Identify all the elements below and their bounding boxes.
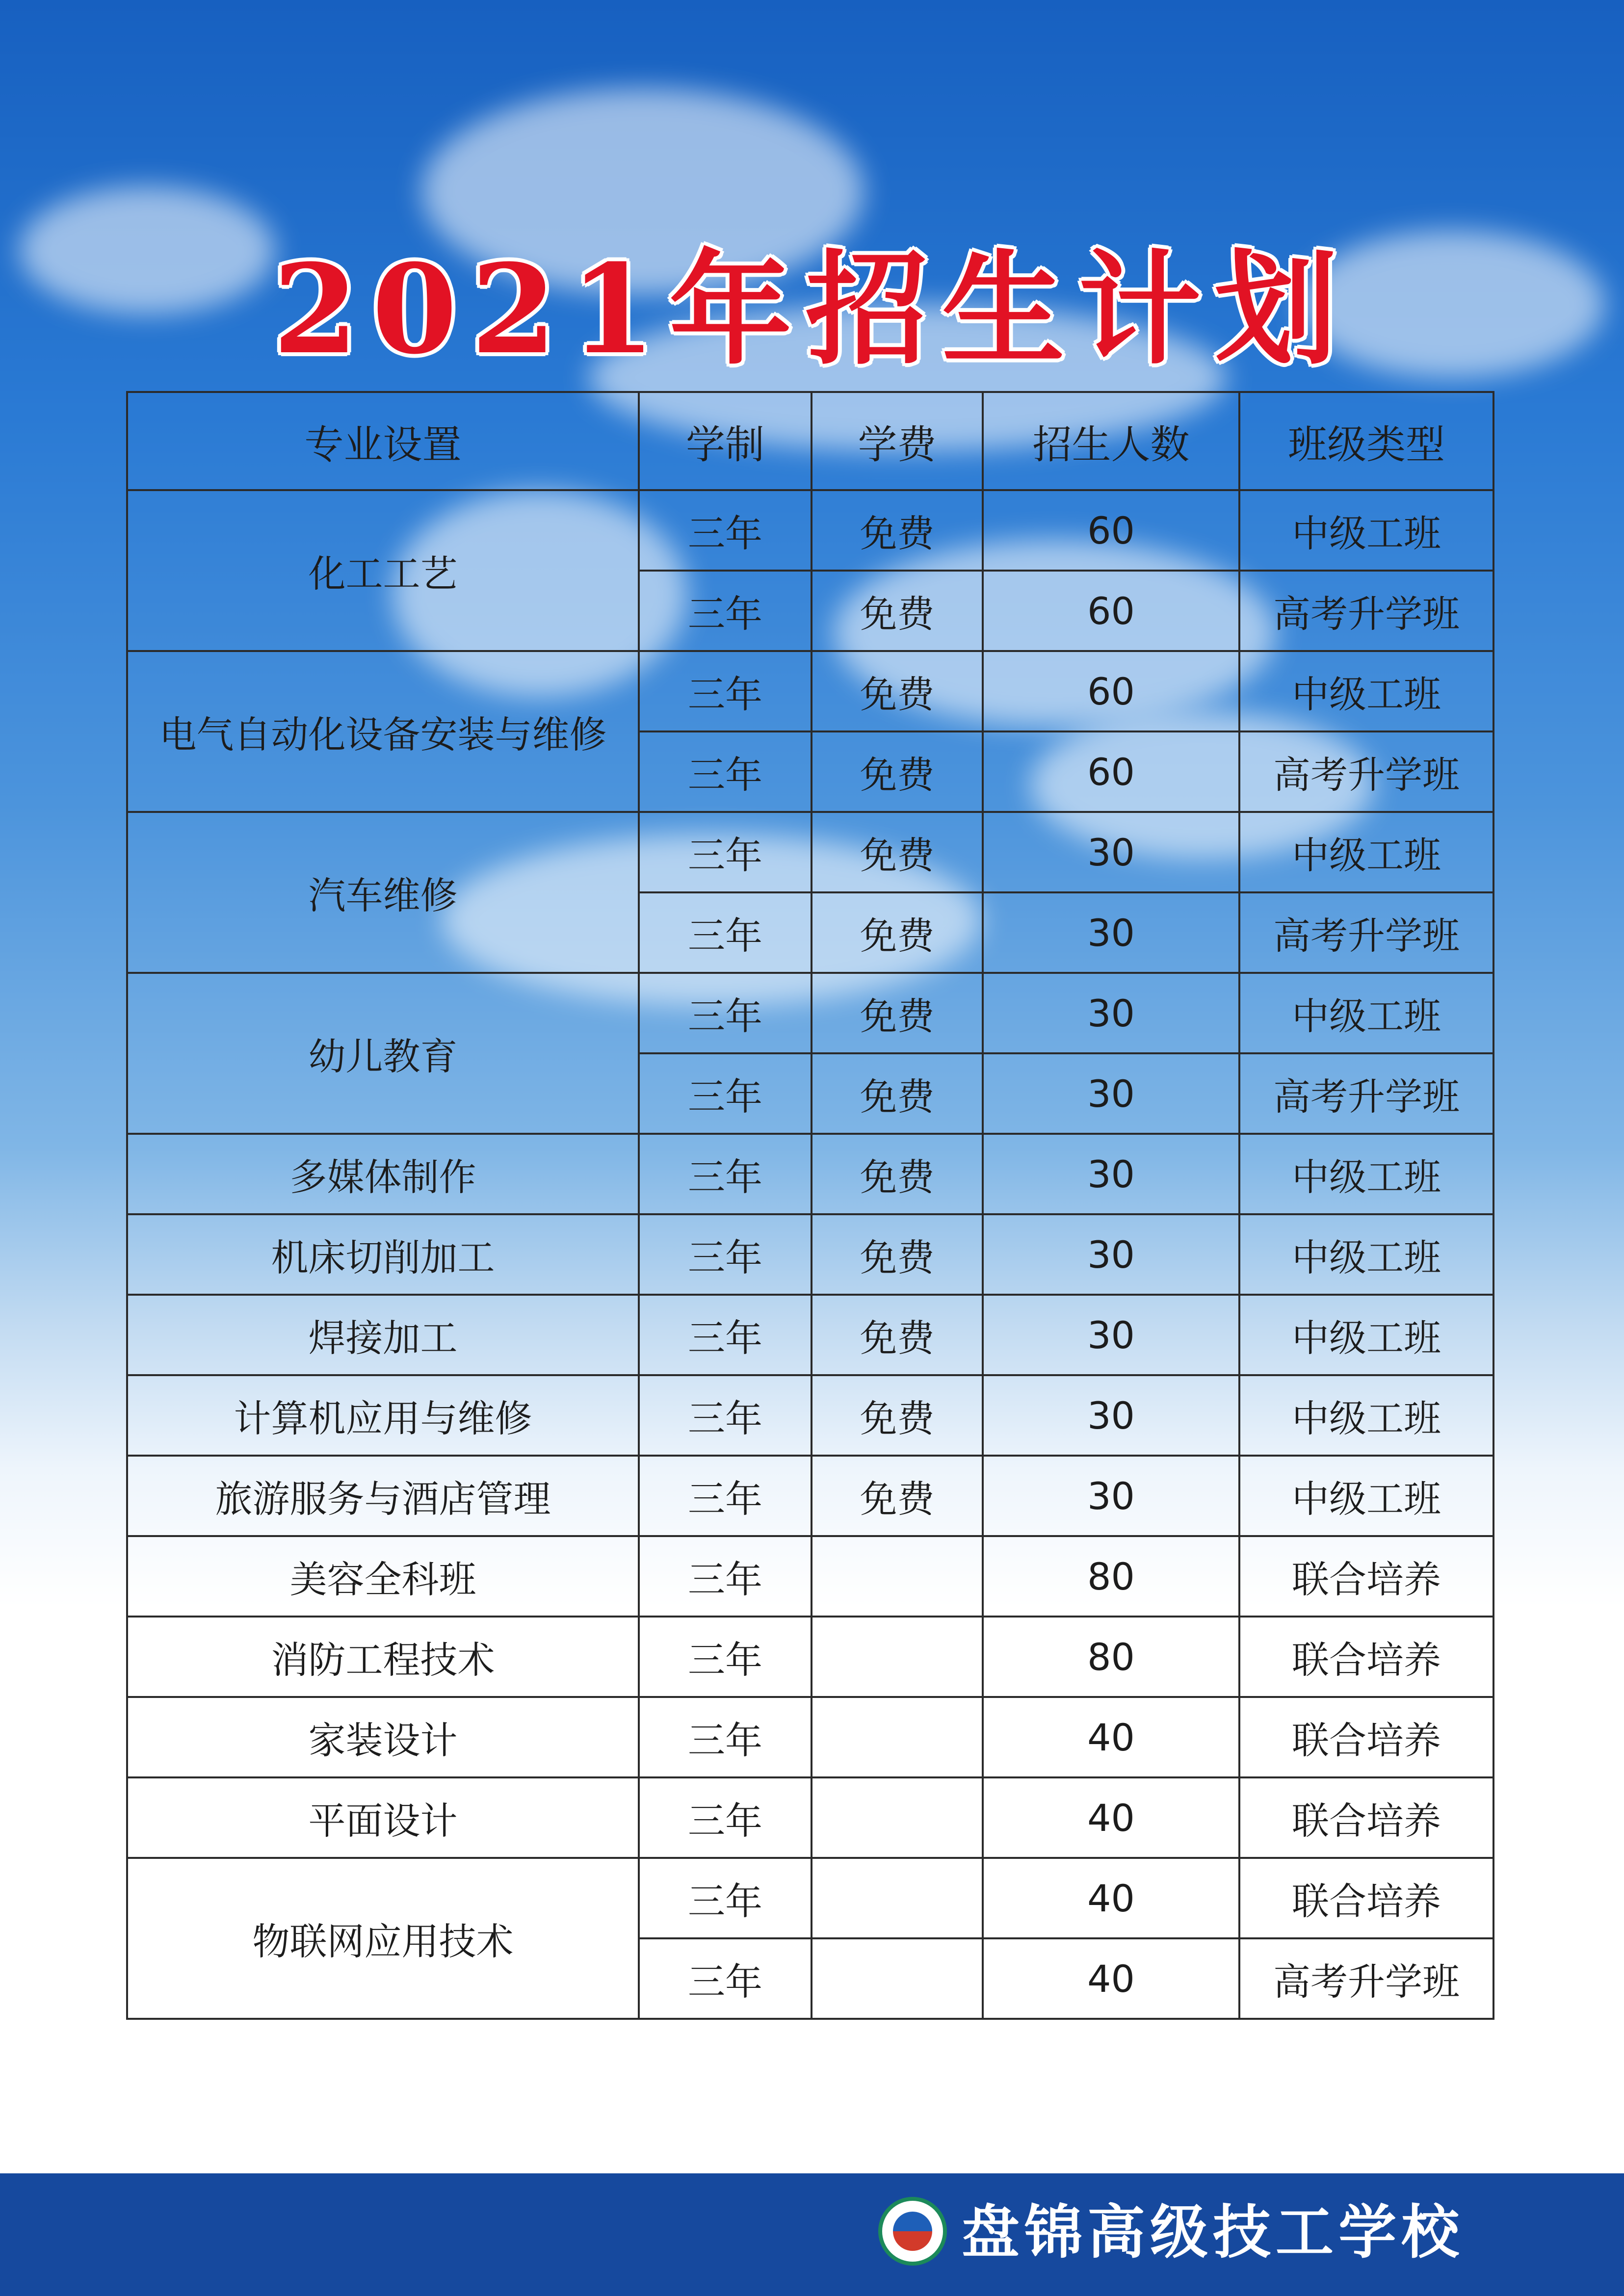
cell-fee: 免费 xyxy=(812,1375,983,1456)
cell-duration: 三年 xyxy=(639,1295,812,1375)
table-row xyxy=(127,490,1493,571)
cell-duration: 三年 xyxy=(639,1777,812,1858)
cell-major: 机床切削加工 xyxy=(127,1214,639,1295)
cell-class-type: 中级工班 xyxy=(1239,1134,1493,1214)
cell-class-type: 高考升学班 xyxy=(1239,571,1493,651)
cell-major: 化工工艺 xyxy=(127,490,639,651)
cell-class-type: 联合培养 xyxy=(1239,1536,1493,1617)
cell-count: 60 xyxy=(983,651,1239,731)
cell-duration: 三年 xyxy=(639,1053,812,1134)
school-name: 盘锦高级技工学校 xyxy=(962,2198,1465,2266)
cell-class-type: 中级工班 xyxy=(1239,490,1493,571)
table-row xyxy=(127,651,1493,731)
cell-fee: 免费 xyxy=(812,731,983,812)
cell-duration: 三年 xyxy=(639,731,812,812)
cell-duration: 三年 xyxy=(639,1214,812,1295)
cell-count: 80 xyxy=(983,1536,1239,1617)
cell-count: 30 xyxy=(983,1375,1239,1456)
cell-major: 家装设计 xyxy=(127,1697,639,1777)
cell-fee: 免费 xyxy=(812,651,983,731)
cell-duration: 三年 xyxy=(639,1617,812,1697)
cell-duration: 三年 xyxy=(639,973,812,1053)
cell-count: 40 xyxy=(983,1938,1239,2019)
cell-class-type: 高考升学班 xyxy=(1239,1053,1493,1134)
cell-class-type: 中级工班 xyxy=(1239,1295,1493,1375)
cell-fee xyxy=(812,1536,983,1617)
cell-class-type: 中级工班 xyxy=(1239,973,1493,1053)
cell-class-type: 高考升学班 xyxy=(1239,892,1493,973)
cell-duration: 三年 xyxy=(639,490,812,571)
cell-major: 焊接加工 xyxy=(127,1295,639,1375)
cell-duration: 三年 xyxy=(639,651,812,731)
cell-class-type: 中级工班 xyxy=(1239,651,1493,731)
cell-fee: 免费 xyxy=(812,812,983,892)
cell-class-type: 高考升学班 xyxy=(1239,1938,1493,2019)
cell-class-type: 中级工班 xyxy=(1239,1456,1493,1536)
page-title: 2021年招生计划 xyxy=(273,237,1351,381)
cell-count: 30 xyxy=(983,1053,1239,1134)
header-count: 招生人数 xyxy=(983,392,1239,490)
school-emblem-inner xyxy=(893,2212,932,2251)
table-row xyxy=(127,1134,1493,1214)
header-major: 专业设置 xyxy=(127,392,639,490)
cell-fee: 免费 xyxy=(812,892,983,973)
cell-count: 60 xyxy=(983,490,1239,571)
cell-fee xyxy=(812,1697,983,1777)
cell-fee: 免费 xyxy=(812,571,983,651)
cell-class-type: 联合培养 xyxy=(1239,1777,1493,1858)
cell-duration: 三年 xyxy=(639,1456,812,1536)
table-row xyxy=(127,1697,1493,1777)
cell-class-type: 联合培养 xyxy=(1239,1858,1493,1938)
cell-duration: 三年 xyxy=(639,1375,812,1456)
cell-count: 30 xyxy=(983,892,1239,973)
cell-count: 80 xyxy=(983,1617,1239,1697)
cell-major: 汽车维修 xyxy=(127,812,639,973)
cell-count: 30 xyxy=(983,1295,1239,1375)
cell-class-type: 中级工班 xyxy=(1239,1375,1493,1456)
cell-class-type: 中级工班 xyxy=(1239,812,1493,892)
cell-fee xyxy=(812,1777,983,1858)
header-class-type: 班级类型 xyxy=(1239,392,1493,490)
cell-count: 60 xyxy=(983,731,1239,812)
cell-duration: 三年 xyxy=(639,1938,812,2019)
cell-duration: 三年 xyxy=(639,1697,812,1777)
cell-fee: 免费 xyxy=(812,1456,983,1536)
cell-major: 消防工程技术 xyxy=(127,1617,639,1697)
cell-count: 40 xyxy=(983,1777,1239,1858)
cell-duration: 三年 xyxy=(639,892,812,973)
cell-major: 电气自动化设备安装与维修 xyxy=(127,651,639,812)
cell-fee: 免费 xyxy=(812,1134,983,1214)
cell-fee: 免费 xyxy=(812,1214,983,1295)
cell-count: 40 xyxy=(983,1858,1239,1938)
cell-count: 30 xyxy=(983,812,1239,892)
cell-major: 平面设计 xyxy=(127,1777,639,1858)
cell-count: 60 xyxy=(983,571,1239,651)
cell-major: 美容全科班 xyxy=(127,1536,639,1617)
cell-duration: 三年 xyxy=(639,571,812,651)
cell-fee xyxy=(812,1938,983,2019)
cell-duration: 三年 xyxy=(639,1134,812,1214)
cell-fee: 免费 xyxy=(812,1295,983,1375)
cell-fee: 免费 xyxy=(812,1053,983,1134)
header-fee: 学费 xyxy=(812,392,983,490)
cell-major: 计算机应用与维修 xyxy=(127,1375,639,1456)
cell-class-type: 联合培养 xyxy=(1239,1617,1493,1697)
table-row xyxy=(127,1214,1493,1295)
table-row xyxy=(127,1536,1493,1617)
table-row xyxy=(127,1456,1493,1536)
table-row xyxy=(127,1777,1493,1858)
cell-fee xyxy=(812,1858,983,1938)
cell-count: 30 xyxy=(983,1456,1239,1536)
cell-count: 30 xyxy=(983,1214,1239,1295)
table-row xyxy=(127,973,1493,1053)
cell-count: 40 xyxy=(983,1697,1239,1777)
cell-duration: 三年 xyxy=(639,1536,812,1617)
header-duration: 学制 xyxy=(639,392,812,490)
cell-class-type: 联合培养 xyxy=(1239,1697,1493,1777)
cell-duration: 三年 xyxy=(639,1858,812,1938)
cell-count: 30 xyxy=(983,1134,1239,1214)
cell-count: 30 xyxy=(983,973,1239,1053)
cell-class-type: 中级工班 xyxy=(1239,1214,1493,1295)
table-body xyxy=(127,490,1493,2019)
cell-fee: 免费 xyxy=(812,490,983,571)
cell-fee xyxy=(812,1617,983,1697)
cell-duration: 三年 xyxy=(639,812,812,892)
cell-major: 幼儿教育 xyxy=(127,973,639,1134)
school-emblem-icon xyxy=(878,2197,947,2266)
cell-class-type: 高考升学班 xyxy=(1239,731,1493,812)
table-row xyxy=(127,1617,1493,1697)
cell-fee: 免费 xyxy=(812,973,983,1053)
table-row xyxy=(127,1375,1493,1456)
enrollment-plan-table xyxy=(126,391,1494,2020)
table-header-row xyxy=(127,392,1493,490)
cell-major: 物联网应用技术 xyxy=(127,1858,639,2019)
table-row xyxy=(127,812,1493,892)
cell-major: 旅游服务与酒店管理 xyxy=(127,1456,639,1536)
table-row xyxy=(127,1295,1493,1375)
cell-major: 多媒体制作 xyxy=(127,1134,639,1214)
table-row xyxy=(127,1858,1493,1938)
